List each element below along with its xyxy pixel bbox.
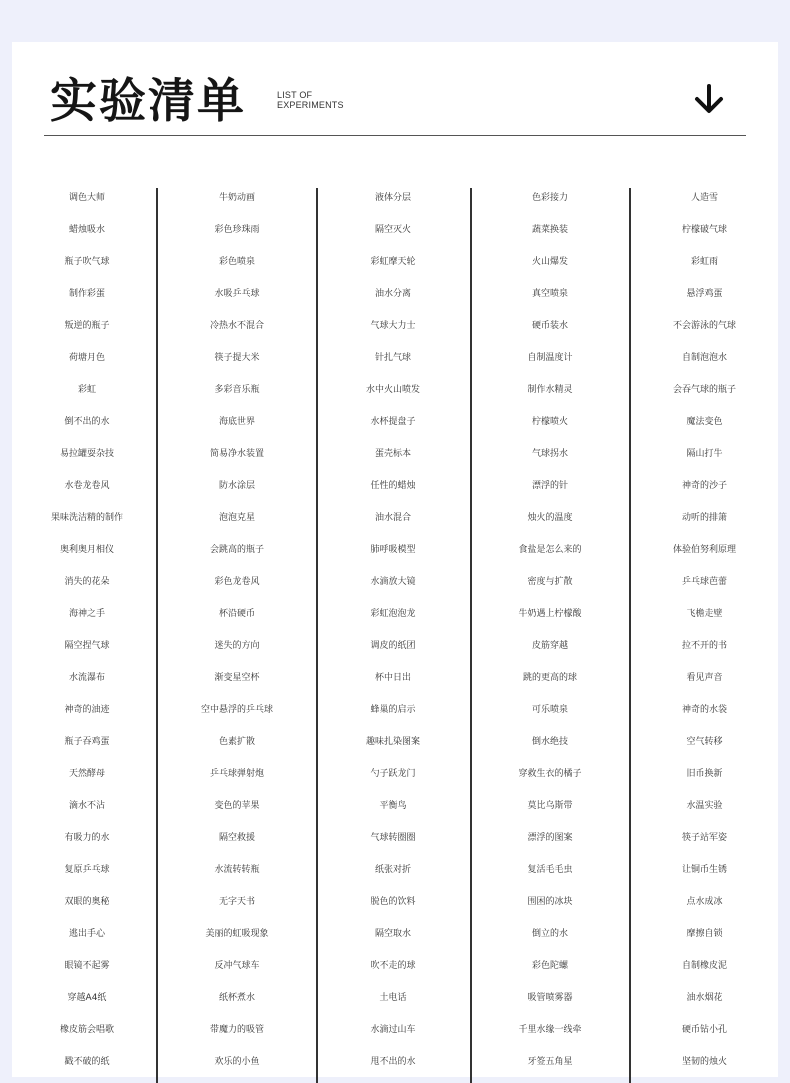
experiment-item: 无字天书	[218, 897, 255, 907]
experiment-item: 奥利奥月相仪	[59, 545, 114, 555]
experiment-item: 油水分离	[374, 289, 411, 299]
experiment-item: 真空喷泉	[531, 289, 568, 299]
experiment-item: 欢乐的小鱼	[214, 1057, 260, 1067]
experiment-item: 荷塘月色	[68, 353, 105, 363]
experiment-item: 食盐是怎么来的	[518, 545, 582, 555]
experiment-item: 防水涂层	[218, 481, 255, 491]
experiment-item: 乒乓球弹射炮	[209, 769, 264, 779]
experiment-item: 迷失的方向	[214, 641, 260, 651]
experiment-item: 蜡烛吸水	[68, 225, 105, 235]
experiment-item: 密度与扩散	[527, 577, 573, 587]
experiment-item: 纸杯煮水	[218, 993, 255, 1003]
experiment-item: 千里水缘一线牵	[518, 1025, 582, 1035]
experiment-item: 拉不开的书	[681, 641, 727, 651]
experiment-item: 彩虹	[77, 385, 96, 395]
experiment-item: 水杯提盘子	[370, 417, 416, 427]
experiment-item: 坚韧的烛火	[681, 1057, 727, 1067]
experiment-item: 针扎气球	[374, 353, 411, 363]
experiment-item: 水中火山喷发	[365, 385, 420, 395]
experiment-item: 气球拐水	[531, 449, 568, 459]
experiment-item: 油水混合	[374, 513, 411, 523]
experiment-item: 复活毛毛虫	[527, 865, 573, 875]
experiment-item: 点水成冰	[686, 897, 723, 907]
experiment-item: 甩不出的水	[370, 1057, 416, 1067]
experiment-item: 彩色陀螺	[531, 961, 568, 971]
experiment-item: 乒乓球芭蕾	[681, 577, 727, 587]
experiment-item: 神奇的油迹	[64, 705, 110, 715]
page-subtitle	[277, 90, 344, 110]
experiment-item: 水滴放大镜	[370, 577, 416, 587]
experiment-item: 空中悬浮的乒乓球	[200, 705, 273, 715]
experiment-item: 倒水绝技	[531, 737, 568, 747]
experiment-item: 彩虹摩天轮	[370, 257, 416, 267]
experiment-item: 冷热水不混合	[209, 321, 264, 331]
experiment-item: 漂浮的针	[531, 481, 568, 491]
experiment-item: 水滴过山车	[370, 1025, 416, 1035]
experiment-item: 肺呼吸模型	[370, 545, 416, 555]
experiment-item: 调皮的纸团	[370, 641, 416, 651]
experiment-item: 制作水精灵	[527, 385, 573, 395]
experiment-item: 脱色的饮料	[370, 897, 416, 907]
page-title: 实验清单	[50, 74, 246, 129]
experiment-item: 魔法变色	[686, 417, 723, 427]
experiment-item: 制作彩蛋	[68, 289, 105, 299]
arrow-down-icon[interactable]	[692, 82, 726, 116]
experiment-item: 油水烟花	[686, 993, 723, 1003]
experiment-item: 水吸乒乓球	[214, 289, 260, 299]
experiment-item: 隔空灭火	[374, 225, 411, 235]
experiment-item: 空气转移	[686, 737, 723, 747]
experiment-item: 戳不破的纸	[64, 1057, 110, 1067]
experiment-item: 蜂巢的启示	[370, 705, 416, 715]
experiment-item: 多彩音乐瓶	[214, 385, 260, 395]
experiment-item: 筷子提大米	[214, 353, 260, 363]
experiment-item: 会吞气球的瓶子	[672, 385, 736, 395]
header-divider	[44, 135, 746, 136]
experiment-item: 简易净水装置	[209, 449, 264, 459]
experiment-item: 叛逆的瓶子	[64, 321, 110, 331]
experiment-item: 倒不出的水	[64, 417, 110, 427]
experiment-item: 自制橡皮泥	[681, 961, 727, 971]
experiment-item: 看见声音	[686, 673, 723, 683]
experiment-item: 彩色喷泉	[218, 257, 255, 267]
header	[12, 42, 778, 142]
experiment-item: 神奇的沙子	[681, 481, 727, 491]
experiment-item: 果味洗洁精的制作	[50, 513, 123, 523]
experiment-item: 旧币换新	[686, 769, 723, 779]
experiment-item: 渐变星空杯	[214, 673, 260, 683]
experiment-item: 体验伯努利原理	[672, 545, 736, 555]
experiment-item: 彩色龙卷风	[214, 577, 260, 587]
experiment-item: 复原乒乓球	[64, 865, 110, 875]
subtitle-line-2: EXPERIMENTS	[277, 100, 344, 110]
experiment-item: 自制温度计	[527, 353, 573, 363]
experiment-item: 人造雪	[690, 193, 718, 203]
experiment-item: 彩虹雨	[690, 257, 718, 267]
experiment-item: 水温实验	[686, 801, 723, 811]
experiment-item: 彩虹泡泡龙	[370, 609, 416, 619]
experiment-item: 烛火的温度	[527, 513, 573, 523]
experiment-item: 漂浮的图案	[527, 833, 573, 843]
experiment-item: 牛奶动画	[218, 193, 255, 203]
experiment-item: 彩色珍珠雨	[214, 225, 260, 235]
experiment-item: 柠檬喷火	[531, 417, 568, 427]
experiment-item: 隔空捏气球	[64, 641, 110, 651]
experiment-item: 硬币钻小孔	[681, 1025, 727, 1035]
experiment-item: 穿救生衣的橘子	[518, 769, 582, 779]
experiment-item: 硬币装水	[531, 321, 568, 331]
experiment-item: 让铜币生锈	[681, 865, 727, 875]
experiment-item: 吹不走的球	[370, 961, 416, 971]
experiment-item: 色彩接力	[531, 193, 568, 203]
experiment-item: 橡皮筋会唱歌	[59, 1025, 114, 1035]
experiment-item: 逃出手心	[68, 929, 105, 939]
experiment-item: 有吸力的水	[64, 833, 110, 843]
experiment-item: 火山爆发	[531, 257, 568, 267]
experiment-list-card	[12, 42, 778, 1077]
experiment-item: 飞檐走壁	[686, 609, 723, 619]
experiment-item: 泡泡克星	[218, 513, 255, 523]
experiment-item: 任性的蜡烛	[370, 481, 416, 491]
experiment-item: 柠檬破气球	[681, 225, 727, 235]
experiment-item: 蔬菜换装	[531, 225, 568, 235]
experiment-item: 液体分层	[374, 193, 411, 203]
experiment-item: 变色的苹果	[214, 801, 260, 811]
experiment-item: 消失的花朵	[64, 577, 110, 587]
experiment-item: 莫比乌斯带	[527, 801, 573, 811]
experiment-item: 平衡鸟	[379, 801, 407, 811]
experiment-item: 气球大力士	[370, 321, 416, 331]
experiment-item: 水卷龙卷风	[64, 481, 110, 491]
experiment-item: 杯中日出	[374, 673, 411, 683]
experiment-item: 土电话	[379, 993, 407, 1003]
experiment-item: 会跳高的瓶子	[209, 545, 264, 555]
experiment-item: 水流转转瓶	[214, 865, 260, 875]
experiment-item: 带魔力的吸管	[209, 1025, 264, 1035]
experiment-item: 隔空取水	[374, 929, 411, 939]
experiment-item: 悬浮鸡蛋	[686, 289, 723, 299]
experiment-item: 筷子站军姿	[681, 833, 727, 843]
experiment-item: 色素扩散	[218, 737, 255, 747]
experiment-item: 动听的排箫	[681, 513, 727, 523]
experiment-item: 牙签五角星	[527, 1057, 573, 1067]
experiment-item: 自制泡泡水	[681, 353, 727, 363]
experiment-item: 蛋壳标本	[374, 449, 411, 459]
experiment-item: 水流瀑布	[68, 673, 105, 683]
experiment-item: 纸张对折	[374, 865, 411, 875]
experiment-item: 美丽的虹吸现象	[205, 929, 269, 939]
experiment-item: 天然酵母	[68, 769, 105, 779]
experiment-item: 海底世界	[218, 417, 255, 427]
experiment-item: 反冲气球车	[214, 961, 260, 971]
experiment-item: 倒立的水	[531, 929, 568, 939]
experiment-item: 牛奶遇上柠檬酸	[518, 609, 582, 619]
experiment-grid	[12, 182, 778, 1077]
experiment-item: 瓶子吹气球	[64, 257, 110, 267]
experiment-item: 可乐喷泉	[531, 705, 568, 715]
experiment-item: 瓶子吞鸡蛋	[64, 737, 110, 747]
experiment-item: 穿越A4纸	[67, 993, 107, 1003]
experiment-item: 不会游泳的气球	[672, 321, 736, 331]
experiment-item: 双眼的奥秘	[64, 897, 110, 907]
experiment-item: 眼镜不起雾	[64, 961, 110, 971]
experiment-item: 易拉罐耍杂技	[59, 449, 114, 459]
experiment-item: 勺子跃龙门	[370, 769, 416, 779]
experiment-item: 吸管喷雾器	[527, 993, 573, 1003]
experiment-item: 滴水不沾	[68, 801, 105, 811]
experiment-item: 海神之手	[68, 609, 105, 619]
subtitle-line-1: LIST OF	[277, 90, 313, 100]
experiment-item: 调色大师	[68, 193, 105, 203]
experiment-item: 隔空救援	[218, 833, 255, 843]
experiment-item: 围困的冰块	[527, 897, 573, 907]
experiment-item: 气球转圈圈	[370, 833, 416, 843]
column-divider	[470, 188, 472, 1083]
experiment-item: 杯沿硬币	[218, 609, 255, 619]
experiment-item: 跳的更高的球	[522, 673, 577, 683]
experiment-item: 趣味扎染图案	[365, 737, 420, 747]
experiment-item: 隔山打牛	[686, 449, 723, 459]
experiment-item: 摩擦自锁	[686, 929, 723, 939]
experiment-item: 神奇的水袋	[681, 705, 727, 715]
experiment-item: 皮筋穿越	[531, 641, 568, 651]
